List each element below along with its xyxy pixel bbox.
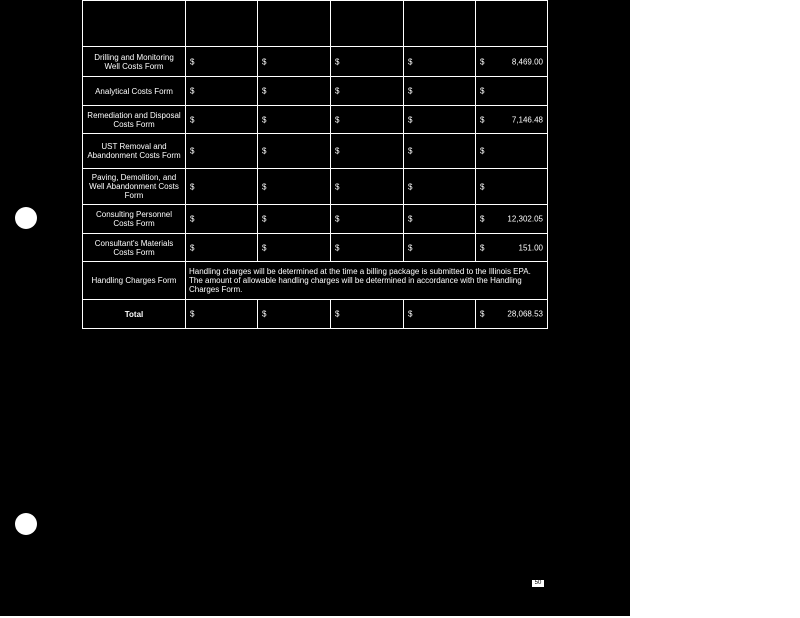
currency-symbol: $ — [480, 86, 485, 96]
amount-value: 7,146.48 — [511, 115, 543, 124]
currency-symbol: $ — [190, 214, 195, 224]
amount-cell — [186, 205, 258, 234]
amount-cell — [331, 300, 404, 329]
amount-cell — [476, 47, 548, 77]
currency-symbol: $ — [190, 182, 195, 191]
cost-summary-table — [82, 0, 548, 329]
amount-value: 12,302.05 — [507, 214, 543, 224]
currency-symbol: $ — [408, 146, 413, 156]
currency-symbol: $ — [262, 309, 267, 319]
amount-cell — [258, 134, 331, 169]
currency-symbol: $ — [480, 146, 485, 156]
handling-charges-note: Handling charges will be determined at the time a billing package is submitted to the Illinois EPA. The amount of allowable handling charges will be determined in accordance with the Handling Charges Form. — [186, 262, 548, 300]
row-label: Analytical Costs Form — [83, 77, 186, 106]
currency-symbol: $ — [335, 243, 340, 252]
total-label: Total — [83, 300, 186, 329]
amount-cell — [476, 77, 548, 106]
amount-cell — [258, 300, 331, 329]
amount-cell — [404, 134, 476, 169]
handling-charges-row — [83, 262, 548, 300]
amount-cell — [186, 47, 258, 77]
currency-symbol: $ — [190, 86, 195, 96]
page-number: 50 — [532, 580, 544, 587]
row-label: Remediation and Disposal Costs Form — [83, 106, 186, 134]
currency-symbol: $ — [408, 309, 413, 319]
table-row — [83, 47, 548, 77]
amount-cell — [404, 77, 476, 106]
currency-symbol: $ — [262, 182, 267, 191]
amount-cell — [331, 106, 404, 134]
amount-cell — [186, 134, 258, 169]
table-row — [83, 77, 548, 106]
amount-value: 28,068.53 — [507, 309, 543, 319]
handling-charges-label: Handling Charges Form — [83, 262, 186, 300]
amount-cell — [476, 205, 548, 234]
amount-cell — [331, 169, 404, 205]
amount-cell — [331, 47, 404, 77]
amount-cell — [404, 300, 476, 329]
amount-cell — [404, 169, 476, 205]
row-label: Paving, Demolition, and Well Abandonment Costs Form — [83, 169, 186, 205]
empty-cell — [476, 1, 548, 47]
amount-cell — [331, 234, 404, 262]
empty-cell — [331, 1, 404, 47]
row-label: UST Removal and Abandonment Costs Form — [83, 134, 186, 169]
amount-cell — [476, 300, 548, 329]
amount-cell — [331, 134, 404, 169]
table-row — [83, 134, 548, 169]
currency-symbol: $ — [335, 146, 340, 156]
punch-hole — [15, 513, 37, 535]
currency-symbol: $ — [190, 57, 195, 66]
amount-cell — [476, 106, 548, 134]
row-label — [83, 1, 186, 47]
amount-cell — [476, 169, 548, 205]
currency-symbol: $ — [190, 309, 195, 319]
currency-symbol: $ — [480, 182, 485, 191]
empty-cell — [404, 1, 476, 47]
currency-symbol: $ — [480, 115, 485, 124]
amount-cell — [404, 205, 476, 234]
currency-symbol: $ — [408, 214, 413, 224]
currency-symbol: $ — [408, 86, 413, 96]
empty-cell — [258, 1, 331, 47]
currency-symbol: $ — [190, 243, 195, 252]
currency-symbol: $ — [262, 57, 267, 66]
currency-symbol: $ — [408, 115, 413, 124]
table-row — [83, 234, 548, 262]
currency-symbol: $ — [335, 182, 340, 191]
row-label: Drilling and Monitoring Well Costs Form — [83, 47, 186, 77]
amount-cell — [258, 106, 331, 134]
currency-symbol: $ — [480, 243, 485, 252]
currency-symbol: $ — [335, 86, 340, 96]
row-label: Consulting Personnel Costs Form — [83, 205, 186, 234]
table-row — [83, 106, 548, 134]
amount-value: 151.00 — [518, 243, 543, 252]
amount-cell — [186, 106, 258, 134]
amount-cell — [186, 234, 258, 262]
currency-symbol: $ — [190, 115, 195, 124]
currency-symbol: $ — [262, 86, 267, 96]
currency-symbol: $ — [335, 309, 340, 319]
amount-cell — [258, 47, 331, 77]
amount-cell — [186, 169, 258, 205]
empty-cell — [186, 1, 258, 47]
amount-cell — [476, 134, 548, 169]
currency-symbol: $ — [408, 243, 413, 252]
row-label: Consultant's Materials Costs Form — [83, 234, 186, 262]
amount-cell — [331, 205, 404, 234]
currency-symbol: $ — [335, 115, 340, 124]
table-row — [83, 169, 548, 205]
currency-symbol: $ — [480, 309, 485, 319]
amount-cell — [258, 77, 331, 106]
table-row — [83, 1, 548, 47]
punch-hole — [15, 207, 37, 229]
currency-symbol: $ — [408, 57, 413, 66]
amount-cell — [404, 106, 476, 134]
currency-symbol: $ — [335, 214, 340, 224]
amount-cell — [476, 234, 548, 262]
currency-symbol: $ — [190, 146, 195, 156]
currency-symbol: $ — [262, 115, 267, 124]
amount-cell — [404, 47, 476, 77]
currency-symbol: $ — [480, 57, 485, 66]
currency-symbol: $ — [262, 146, 267, 156]
amount-value: 8,469.00 — [511, 57, 543, 66]
amount-cell — [186, 77, 258, 106]
amount-cell — [186, 300, 258, 329]
total-row — [83, 300, 548, 329]
amount-cell — [404, 234, 476, 262]
amount-cell — [258, 169, 331, 205]
currency-symbol: $ — [408, 182, 413, 191]
cost-table-body — [83, 1, 548, 329]
currency-symbol: $ — [335, 57, 340, 66]
currency-symbol: $ — [480, 214, 485, 224]
amount-cell — [258, 234, 331, 262]
amount-cell — [331, 77, 404, 106]
currency-symbol: $ — [262, 243, 267, 252]
table-row — [83, 205, 548, 234]
currency-symbol: $ — [262, 214, 267, 224]
amount-cell — [258, 205, 331, 234]
